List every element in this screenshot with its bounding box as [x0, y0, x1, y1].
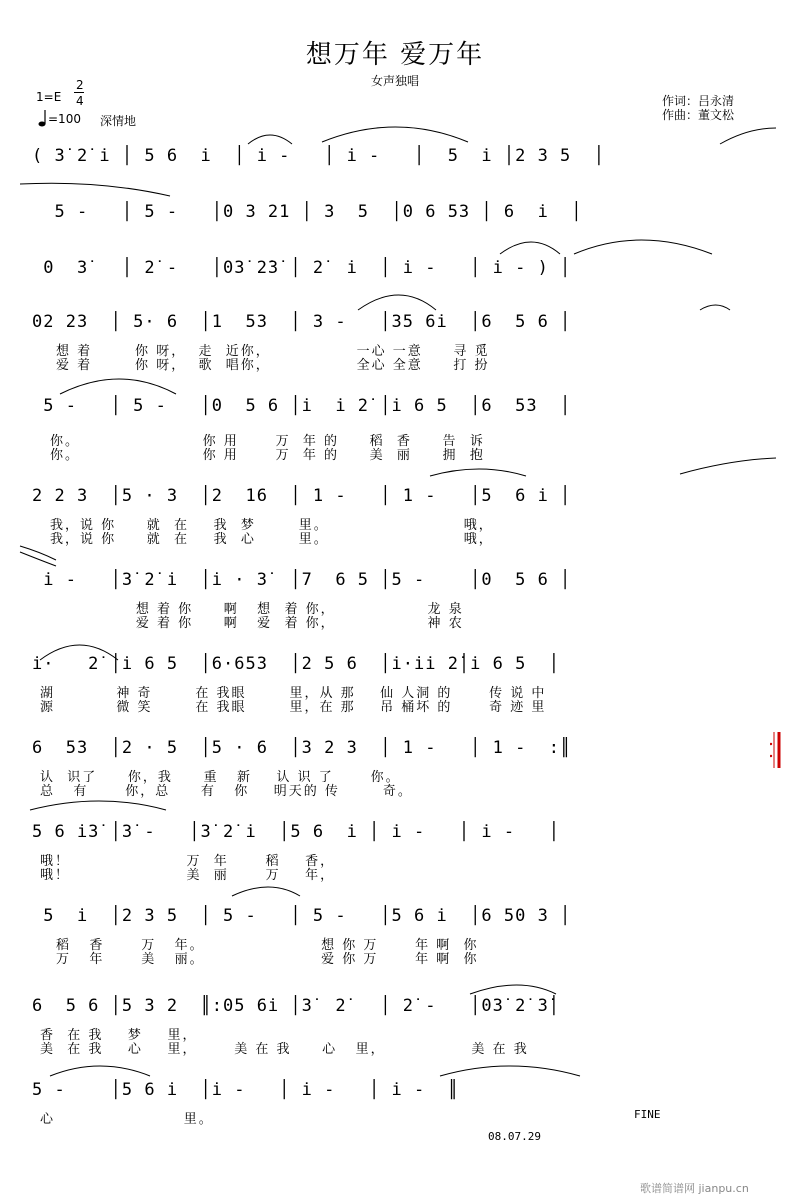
notes-line: 5 - │5 6 i̇ │i̇ - │ i̇ - │ i̇ - ║: [32, 1080, 459, 1100]
lyrics-verse-2: 源 微 笑 在 我眼 里，在 那 吊 桶坏 的 奇 迹 里: [40, 700, 547, 715]
lyrics-verse-1: 想 着 你 啊 想 着 你， 龙 泉: [50, 602, 464, 617]
subtitle: 女声独唱: [370, 74, 419, 88]
lyricist: 作词：吕永清: [662, 94, 735, 108]
notes-line: 5 6 i̇3̇ │3̇ - │3̇ 2̇ i̇ │5 6 i̇ │ i̇ - │ i̇ - │: [32, 822, 561, 842]
notes-line: 6 5 6 │5 3 2 ║:05 6i̇ │3̇ 2̇ │ 2̇ - │03̇ 2̇ 3̇│: [32, 996, 561, 1016]
notes-line: 02 23 │ 5· 6 │1 53 │ 3 - │35 6i̇ │6 5 6 │: [32, 312, 572, 332]
lyrics-verse-1: 哦！ 万 年 稻 香，: [40, 854, 336, 869]
notes-line: 5 - │ 5 - │0 5 6 │i̇ i̇ 2̇ │i̇ 6 5 │6 53 │: [32, 396, 572, 416]
date: 08.07.29: [488, 1130, 541, 1143]
lyrics-verse-1: 你。 你 用 万 年 的 稻 香 告 诉: [50, 434, 485, 449]
tempo-marking: =100: [48, 112, 81, 126]
lyrics-verse-1: 香 在 我 梦 里，: [40, 1028, 198, 1043]
lyrics-verse-2: 哦！ 美 丽 万 年，: [40, 868, 336, 883]
lyrics-verse-1: 认 识了 你，我 重 新 认 识 了 你。: [40, 770, 401, 785]
watermark: 歌谱简谱网 jianpu.cn: [640, 1182, 749, 1195]
key-signature: 1=E: [36, 90, 62, 104]
lyrics-verse-1: 想 着 你 呀， 走 近你， 一心 一意 寻 觅: [56, 344, 490, 359]
lyrics-verse-2: 万 年 美 丽。 爱 你 万 年 啊 你: [56, 952, 479, 967]
composer: 作曲：董文松: [662, 108, 735, 122]
notes-line: 0 3̇ │ 2̇ - │03̇ 2̇3̇ │ 2̇ i̇ │ i̇ - │ i̇ - ) │: [32, 258, 572, 278]
repeat-sign-icon: [770, 732, 784, 773]
lyrics-verse-2: 你。 你 用 万 年 的 美 丽 拥 抱: [50, 448, 485, 463]
notes-line: ( 3̇ 2̇ i̇ │ 5 6 i̇ │ i̇ - │ i̇ - │ 5 i̇ │2 3 5 │: [32, 146, 605, 166]
lyrics-verse-2: 美 在 我 心 里， 美 在 我 心 里， 美 在 我: [40, 1042, 529, 1057]
notes-line: i̇· 2̇ │i̇ 6 5 │6·653 │2 5 6 │i̇·i̇i̇ 2̇│i̇ 6 5 │: [32, 654, 561, 674]
lyrics-verse-2: 爱 着 你 呀， 歌 唱你， 全心 全意 打 扮: [56, 358, 490, 373]
lyrics-verse-1: 我，说 你 就 在 我 梦 里。 哦，: [50, 518, 494, 533]
lyrics-verse-1: 心 里。: [40, 1112, 214, 1127]
fine-marking: FINE: [634, 1108, 661, 1121]
lyrics-verse-1: 湖 神 奇 在 我眼 里，从 那 仙 人洞 的 传 说 中: [40, 686, 547, 701]
page-title: 想万年 爱万年: [305, 40, 485, 70]
time-signature-numerator: 2: [76, 78, 84, 92]
lyrics-verse-2: 我，说 你 就 在 我 心 里。 哦，: [50, 532, 494, 547]
time-signature-denominator: 4: [76, 94, 84, 108]
notes-line: 5 i̇ │2 3 5 │ 5 - │ 5 - │5 6 i̇ │6 50 3 │: [32, 906, 572, 926]
lyrics-verse-2: 总 有 你，总 有 你 明天的 传 奇。: [40, 784, 413, 799]
notes-line: i̇ - │3̇ 2̇ i̇ │i̇ · 3̇ │7 6 5 │5 - │0 5 6 │: [32, 570, 572, 590]
notes-line: 6 53 │2 · 5 │5 · 6 │3 2 3 │ 1 - │ 1 - :║: [32, 738, 572, 758]
lyrics-verse-2: 爱 着 你 啊 爱 着 你， 神 农: [50, 616, 464, 631]
expression-marking: 深情地: [100, 114, 137, 128]
notes-line: 2 2 3 │5 · 3 │2 16 │ 1 - │ 1 - │5 6 i̇ │: [32, 486, 572, 506]
lyrics-verse-1: 稻 香 万 年。 想 你 万 年 啊 你: [56, 938, 479, 953]
notes-line: 5 - │ 5 - │0 3 21 │ 3 5 │0 6 53 │ 6 i̇ │: [32, 202, 583, 222]
